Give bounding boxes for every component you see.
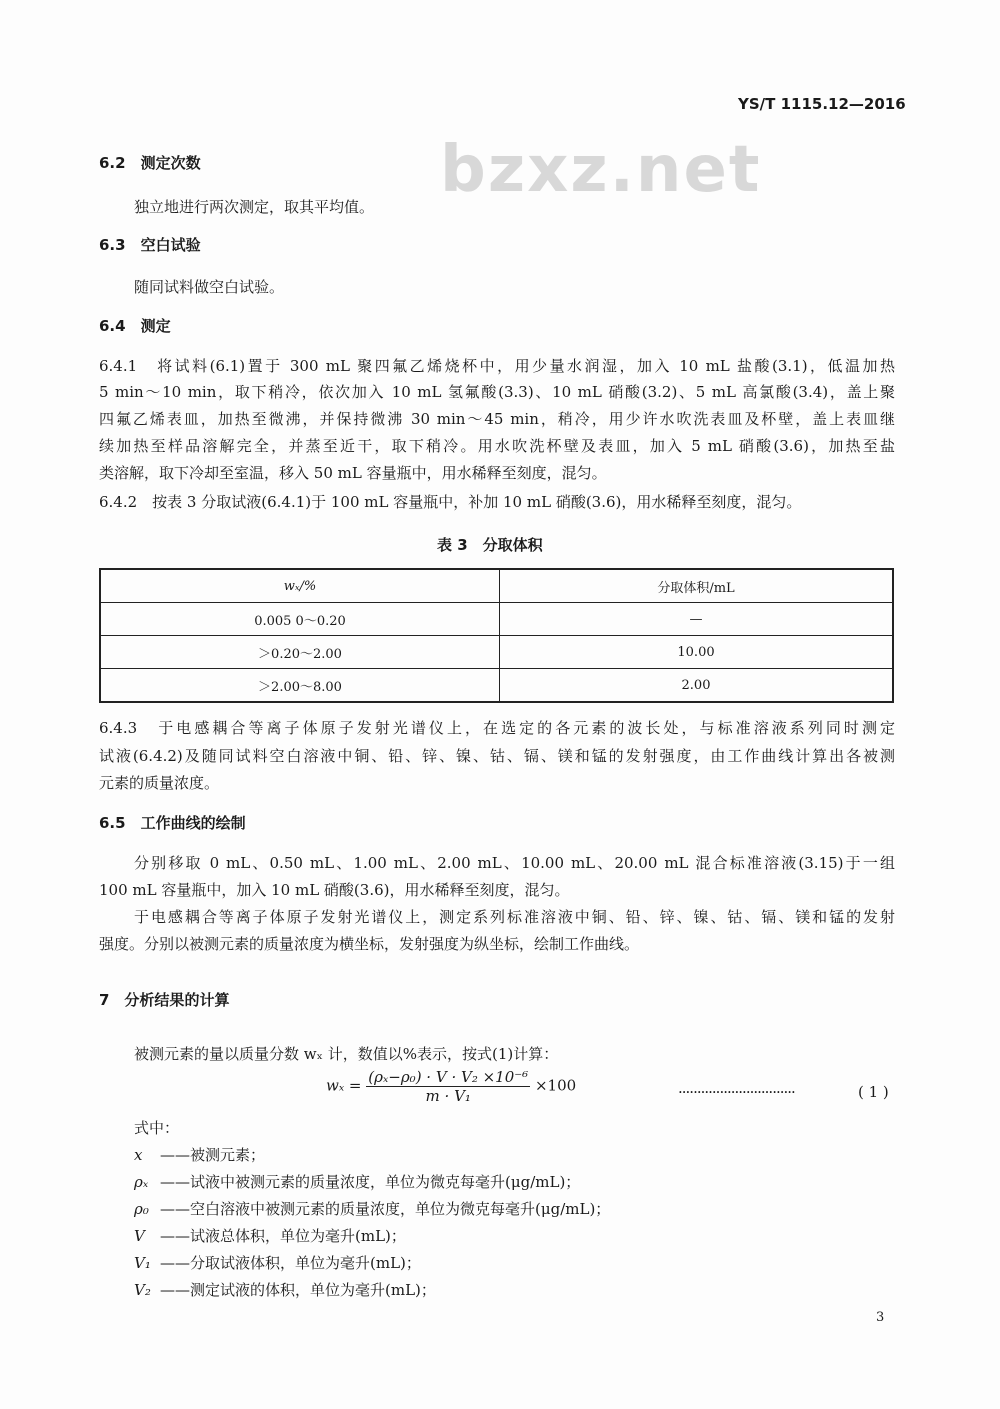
standard-number: YS/T 1115.12—2016	[738, 95, 906, 113]
definition	[134, 1145, 265, 1165]
numerator: (ρₓ−ρ₀) · V · V₂ ×10⁻⁶	[368, 1068, 529, 1086]
header-cell: wₓ/%	[100, 569, 500, 603]
fraction	[366, 1068, 530, 1105]
definition-text: ——试液中被测元素的质量浓度，单位为微克每毫升(μg/mL)；	[160, 1173, 581, 1191]
page-number: 3	[876, 1310, 885, 1325]
cell: 2.00	[500, 669, 894, 703]
para-6-4-1-line: 6.4.1 将试料(6.1)置于 300 mL 聚四氟乙烯烧杯中，用少量水润湿，加入 10 mL 盐酸(3.1)，低温加热	[99, 357, 895, 375]
para-6-4-1-line: 四氟乙烯表皿，加热至微沸，并保持微沸 30 min～45 min，稍冷，用少许水吹洗表皿及杯壁，盖上表皿继	[99, 410, 895, 428]
para-6-5-line: 分别移取 0 mL、0.50 mL、1.00 mL、2.00 mL、10.00 mL、20.00 mL 混合标准溶液(3.15)于一组	[134, 854, 895, 872]
watermark: bzxz.net	[440, 133, 762, 207]
formula-leader: ·······························	[678, 1083, 795, 1101]
heading-6-5: 6.5 工作曲线的绘制	[99, 814, 246, 832]
definition	[134, 1226, 406, 1246]
text-6-3: 随同试料做空白试验。	[134, 278, 285, 296]
table-row	[100, 669, 893, 703]
symbol: ρ₀	[134, 1200, 149, 1218]
text-6-2: 独立地进行两次测定，取其平均值。	[134, 198, 375, 216]
symbol: ρₓ	[134, 1173, 149, 1191]
heading-7: 7 分析结果的计算	[99, 991, 230, 1009]
table-row	[100, 636, 893, 669]
cell: 10.00	[500, 636, 894, 669]
definition-text: ——分取试液体积，单位为毫升(mL)；	[160, 1254, 421, 1272]
where-label: 式中：	[134, 1119, 180, 1137]
symbol: x	[134, 1146, 143, 1164]
formula-lhs: wₓ =	[326, 1076, 362, 1095]
para-6-5-line: 强度。分别以被测元素的质量浓度为横坐标，发射强度为纵坐标，绘制工作曲线。	[99, 935, 640, 953]
para-6-4-1-line: 5 min～10 min，取下稍冷，依次加入 10 mL 氢氟酸(3.3)、10 mL 硝酸(3.2)、5 mL 高氯酸(3.4)，盖上聚	[99, 383, 895, 401]
definition	[134, 1199, 610, 1219]
definition-text: ——试液总体积，单位为毫升(mL)；	[160, 1227, 406, 1245]
para-6-5-line: 于电感耦合等离子体原子发射光谱仪上，测定系列标准溶液中铜、铅、锌、镍、钴、镉、镁和锰的发射	[134, 908, 895, 926]
definition	[134, 1253, 421, 1273]
denominator: m · V₁	[425, 1087, 471, 1105]
definition	[134, 1280, 436, 1300]
cell: ＞0.20～2.00	[100, 636, 500, 669]
para-6-4-3-line: 试液(6.4.2)及随同试料空白溶液中铜、铅、锌、镍、钴、镉、镁和锰的发射强度，由工作曲线计算出各被测	[99, 747, 895, 765]
para-6-4-3-line: 元素的质量浓度。	[99, 774, 220, 792]
formula-1	[326, 1068, 576, 1105]
para-6-5-line: 100 mL 容量瓶中，加入 10 mL 硝酸(3.6)，用水稀释至刻度，混匀。	[99, 881, 570, 899]
table-row	[100, 603, 893, 636]
para-6-4-3-line: 6.4.3 于电感耦合等离子体原子发射光谱仪上，在选定的各元素的波长处，与标准溶液系列同时测定	[99, 719, 895, 737]
cell: ＞2.00～8.00	[100, 669, 500, 703]
para-6-4-1-line: 类溶解，取下冷却至室温，移入 50 mL 容量瓶中，用水稀释至刻度，混匀。	[99, 464, 607, 482]
heading-6-2: 6.2 测定次数	[99, 154, 201, 172]
table-title: 表 3 分取体积	[437, 536, 543, 554]
definition-text: ——测定试液的体积，单位为毫升(mL)；	[160, 1281, 436, 1299]
symbol: V₂	[134, 1281, 151, 1299]
table-3	[99, 568, 894, 703]
cell: —	[500, 603, 894, 636]
header-cell: 分取体积/mL	[500, 569, 894, 603]
definition	[134, 1172, 580, 1192]
table-header-row	[100, 569, 893, 603]
cell: 0.005 0～0.20	[100, 603, 500, 636]
para-6-4-2: 6.4.2 按表 3 分取试液(6.4.1)于 100 mL 容量瓶中，补加 10 mL 硝酸(3.6)，用水稀释至刻度，混匀。	[99, 493, 802, 511]
definition-text: ——被测元素；	[160, 1146, 266, 1164]
formula-intro: 被测元素的量以质量分数 wₓ 计，数值以%表示，按式(1)计算：	[134, 1045, 559, 1063]
formula-number: ( 1 )	[858, 1083, 889, 1101]
definition-text: ——空白溶液中被测元素的质量浓度，单位为微克每毫升(μg/mL)；	[160, 1200, 611, 1218]
para-6-4-1-line: 续加热至样品溶解完全，并蒸至近干，取下稍冷。用水吹洗杯壁及表皿，加入 5 mL 硝酸(3.6)，加热至盐	[99, 437, 895, 455]
heading-6-4: 6.4 测定	[99, 317, 171, 335]
heading-6-3: 6.3 空白试验	[99, 236, 201, 254]
symbol: V	[134, 1227, 145, 1245]
formula-factor: ×100	[534, 1076, 577, 1095]
symbol: V₁	[134, 1254, 151, 1272]
